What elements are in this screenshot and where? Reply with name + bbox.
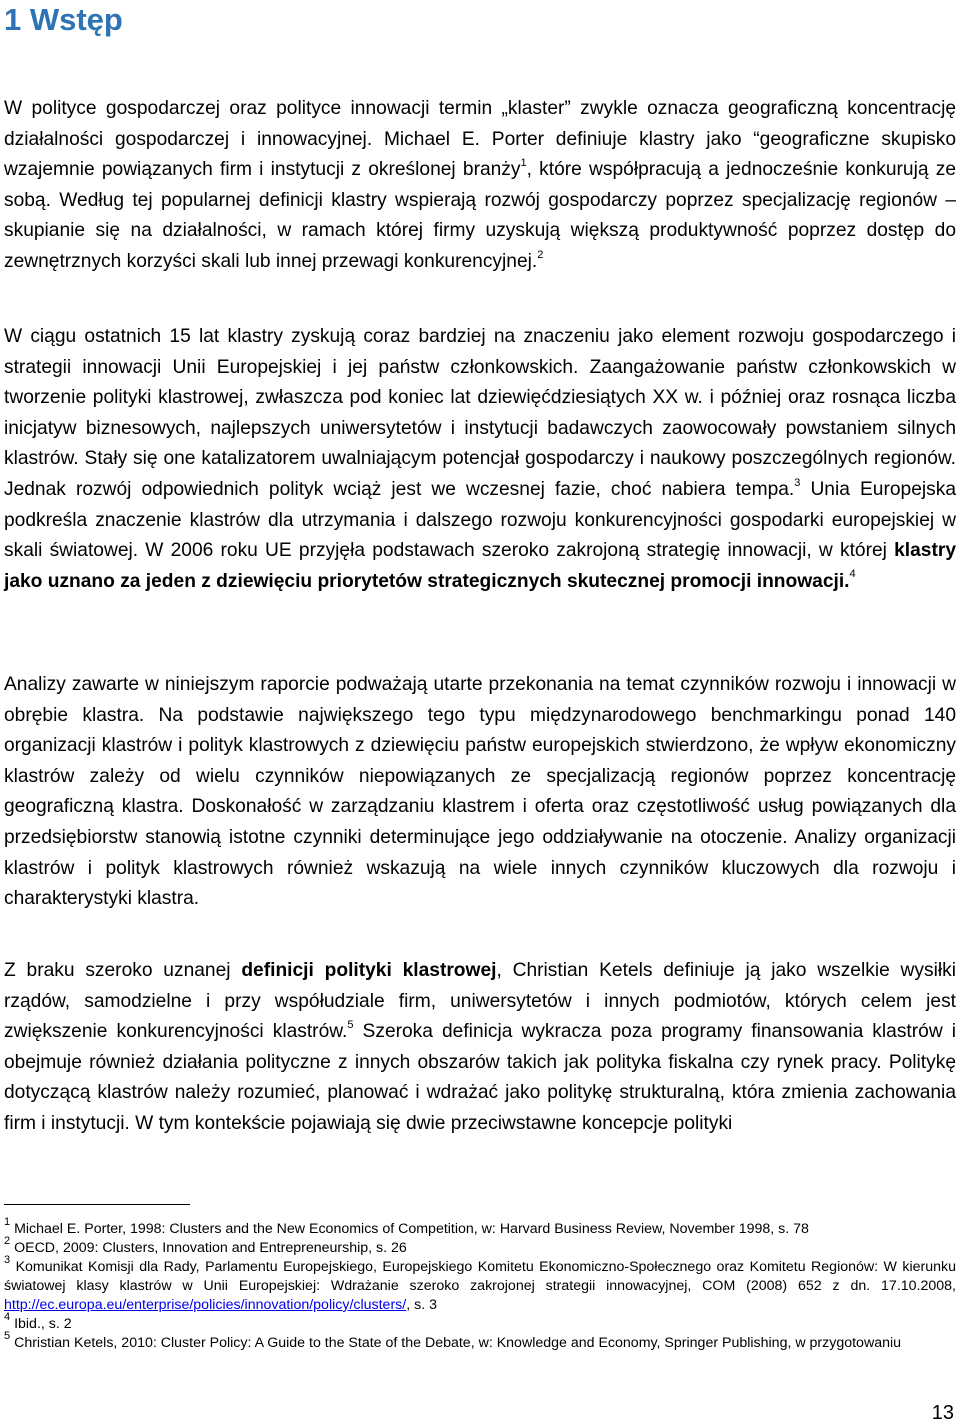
footnote-ref-4[interactable]: 4 xyxy=(849,568,856,581)
paragraph-4-text-b: , Christian Ketels definiuje ją jako wszelkie wysiłki rządów, samodzielne i przy współudziale firm, uniwersytetów i innych podmiotów, których celem jest zwiększenie konkurencyjności klastrów. xyxy=(4,960,956,1043)
footnote-5-number: 5 xyxy=(4,1330,11,1343)
footnote-4-number: 4 xyxy=(4,1311,11,1324)
footnote-1-text: Michael E. Porter, 1998: Clusters and the New Economics of Competition, w: Harvard Business Review, November 1998, s. 78 xyxy=(10,1221,809,1237)
paragraph-2-text-a: W ciągu ostatnich 15 lat klastry zyskują coraz bardziej na znaczeniu jako element rozwoju gospodarczego i strategii innowacji Unii Europejskiej i jej państw członkowskich. Zaangażowanie państw członkowskich w tworzenie polityki klastrowej, zwłaszcza pod koniec lat dziewięćdziesiątych XX w. i później oraz rosnąca liczba inicjatyw biznesowych, najlepszych uniwersytetów i instytucji badawczych zaowocowały powstaniem silnych klastrów. Stały się one katalizatorem uwalniającym potencjał gospodarczy i naukowy poszczególnych regionów. Jednak rozwój odpowiednich polityk wciąż jest we wczesnej fazie, choć nabiera tempa. xyxy=(4,326,956,500)
footnote-1-number: 1 xyxy=(4,1216,11,1229)
footnote-2 xyxy=(4,1235,956,1258)
footnote-separator xyxy=(4,1204,190,1205)
footnote-3-number: 3 xyxy=(4,1254,11,1267)
paragraph-2-text-b: Unia Europejska podkreśla znaczenie klastrów dla utrzymania i dalszego rozwoju konkurencyjności gospodarki europejskiej w skali światowej. W 2006 roku UE przyjęła podstawach szeroko zakrojoną strategię innowacji, w której xyxy=(4,478,956,562)
footnote-2-text: OECD, 2009: Clusters, Innovation and Entrepreneurship, s. 26 xyxy=(10,1240,407,1256)
paragraph-4-bold-text: definicji polityki klastrowej xyxy=(241,960,497,981)
paragraph-3: Analizy zawarte w niniejszym raporcie podważają utarte przekonania na temat czynników rozwoju i innowacji w obrębie klastra. Na podstawie największego tego typu międzynarodowego benchmarkingu ponad 140 organizacji klastrów i polityk klastrowych z dziewięciu państw europejskich stwierdzono, że wpływ ekonomiczny klastrów zależy od wielu czynników niepowiązanych ze specjalizacją regionów poprzez koncentrację geograficzną klastra. Doskonałość w zarządzaniu klastrem i oferta oraz częstotliwość usług powiązanych dla przedsiębiorstw stanowią istotne czynniki determinujące jego oddziaływanie na otoczenie. Analizy organizacji klastrów i polityk klastrowych również wskazują na wiele innych czynników kluczowych dla rozwoju i charakterystyki klastra. xyxy=(4,674,956,910)
paragraph-1-text-b: , które współpracują a jednocześnie konkurują ze sobą. Według tej popularnej definicji klastry wspierają rozwój gospodarczy poprzez specjalizację regionów – skupianie się na działalności, w ramach której firmy uzyskują większą produktywność poprzez dostęp do zewnętrznych korzyści skali lub innej przewagi konkurencyjnej. xyxy=(4,159,956,272)
footnote-3-link[interactable]: http://ec.europa.eu/enterprise/policies/innovation/policy/clusters/ xyxy=(4,1297,407,1313)
paragraph-1 xyxy=(4,94,956,278)
paragraph-1-text-a: W polityce gospodarczej oraz polityce innowacji termin „klaster” zwykle oznacza geograficzną koncentrację działalności gospodarczej i innowacyjnej. Michael E. Porter definiuje klastry jako “geograficzne skupisko wzajemnie powiązanych firm i instytucji z określonej branży xyxy=(4,98,956,181)
footnote-3-text-b: , s. 3 xyxy=(406,1297,437,1313)
footnote-5 xyxy=(4,1330,956,1353)
footnote-4 xyxy=(4,1311,956,1334)
footnote-5-text: Christian Ketels, 2010: Cluster Policy: A Guide to the State of the Debate, w: Knowledge and Economy, Springer Publishing, w przygotowaniu xyxy=(10,1335,902,1351)
footnote-ref-5[interactable]: 5 xyxy=(347,1018,354,1031)
footnote-ref-3[interactable]: 3 xyxy=(794,476,801,489)
footnote-3 xyxy=(4,1254,956,1315)
section-heading: 1 Wstęp xyxy=(4,2,123,37)
page-number: 13 xyxy=(931,1402,954,1424)
footnotes xyxy=(4,1216,956,1353)
paragraph-2-bold-text: klastry jako uznano za jeden z dziewięciu priorytetów strategicznych skutecznej promocji innowacji. xyxy=(4,540,956,592)
footnote-ref-1[interactable]: 1 xyxy=(520,156,527,169)
paragraph-2 xyxy=(4,322,956,597)
paragraph-4-text-a: Z braku szeroko uznanej xyxy=(4,960,242,981)
footnote-ref-2[interactable]: 2 xyxy=(537,248,544,261)
paragraph-4-text-c: Szeroka definicja wykracza poza programy finansowania klastrów i obejmuje również działania polityczne z innych obszarów takich jak polityka fiskalna czy rynek pracy. Politykę dotyczącą klastrów należy rozumieć, planować i wdrażać jako politykę strukturalną, która zmienia zachowania firm i instytucji. W tym kontekście pojawiają się dwie przeciwstawne koncepcje polityki xyxy=(4,1021,956,1134)
paragraph-4 xyxy=(4,956,956,1140)
footnote-1 xyxy=(4,1216,956,1239)
footnote-2-number: 2 xyxy=(4,1235,11,1248)
footnote-4-text: Ibid., s. 2 xyxy=(10,1316,72,1332)
footnote-3-text-a: Komunikat Komisji dla Rady, Parlamentu Europejskiego, Europejskiego Komitetu Ekonomiczno-Społecznego oraz Komitetu Regionów: W kierunku światowej klasy klastrów w Unii Europejskiej: Wdrażanie szeroko zakrojonej strategii innowacyjnej, COM (2008) 652 z dn. 17.10.2008, xyxy=(4,1259,956,1294)
